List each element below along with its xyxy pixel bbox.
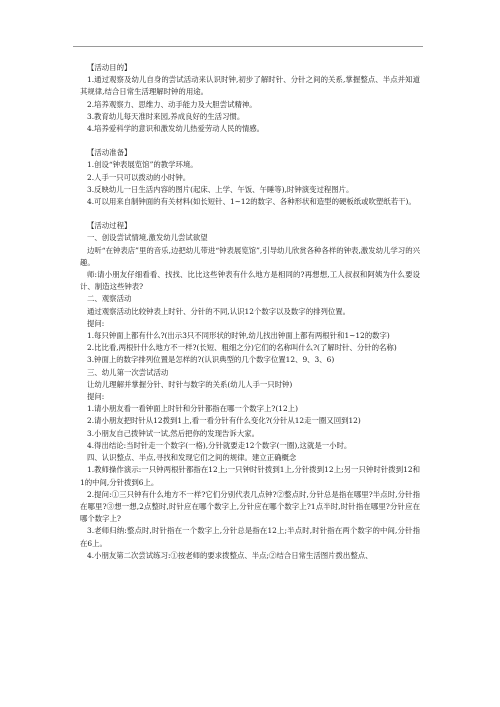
- preparation-line-1: 1.创设“钟表展览馆”的教学环境。: [87, 160, 198, 170]
- process-line-10: 三、幼儿第一次尝试活动: [87, 367, 169, 377]
- process-line-21: 4.小朋友第二次尝试练习:①按老师的要求拨整点、半点;②结合日常生活图片拨出整点、: [87, 550, 373, 560]
- process-line-12: 提问:: [87, 392, 105, 402]
- preparation-line-4: 4.可以用来自制钟面的有关材料(如长短针、1~12的数字、各种形状和造型的硬板纸或吹塑纸若干)。: [87, 197, 416, 207]
- process-line-19: 2.提问:①三只钟有什么地方不一样?它们分别代表几点钟?②整点时,分针总是指在哪里?半点时,分针指在哪里?③想一想,2点整时,时针应在哪个数字上,分针应在哪个数字上?1点半时,时针指在哪里?分针应在哪个数字上?: [80, 489, 420, 524]
- purpose-line-4: 4.培养爱科学的意识和激发幼儿热爱劳动人民的情感。: [87, 124, 265, 134]
- process-line-15: 3.小朋友自己拨钟试一试,然后把你的发现告诉大家。: [87, 428, 259, 438]
- process-line-1: 一、创设尝试情境,激发幼儿尝试欲望: [87, 233, 208, 243]
- process-line-17: 四、认识整点、半点,寻找和发现它们之间的规律。建立正确概念: [87, 453, 297, 463]
- preparation-line-3: 3.反映幼儿一日生活内容的图片(起床、上学、午饭、午睡等),时钟演变过程图片。: [87, 184, 354, 194]
- process-line-5: 通过观察活动比较钟表上时针、分针的不同,认识12个数字以及数字的排列位置。: [87, 306, 351, 316]
- process-line-16: 4.得出结论:当时针走一个数字(一格),分针就要走12个数字(一圈),这就是一小时。: [87, 440, 352, 450]
- process-line-3: 师:请小朋友仔细看看、找找、比比这些钟表有什么地方是相同的?再想想,工人叔叔和阿姨为什么要设计、制造这些钟表?: [80, 270, 420, 292]
- process-line-18: 1.教师操作演示:一只钟两根针都指在12上;一只钟时针拨到1上,分针拨到12上;另一只钟时针拨到12和1的中间,分针拨到6上。: [80, 465, 420, 487]
- process-line-9: 3.钟面上的数字排列位置是怎样的?(认识典型的几个数字位置12、9、3、6): [87, 355, 335, 365]
- process-line-8: 2.比比看,两根针什么地方不一样?(长短、粗细之分)它们的名称叫什么?(了解时针、分针的名称): [87, 343, 397, 353]
- header-rule: [73, 46, 423, 47]
- purpose-line-1: 1.通过观察及幼儿自身的尝试活动来认识时钟,初步了解时针、分针之间的关系,掌握整点、半点并知道其规律,结合日常生活理解时钟的用途。: [80, 75, 420, 97]
- purpose-line-2: 2.培养观察力、思维力、动手能力及大胆尝试精神。: [87, 99, 257, 109]
- process-line-14: 2.请小朋友把时针从12拨到1上,看一看分针有什么变化?(分针从12走一圈又回到12): [87, 416, 361, 426]
- section-heading-purpose: 【活动目的】: [87, 63, 132, 72]
- process-line-13: 1.请小朋友看一看钟面上时针和分针都指在哪一个数字上?(12上): [87, 404, 298, 414]
- document-body: [80, 62, 420, 562]
- process-line-4: 二、观察活动: [87, 294, 132, 304]
- process-line-2: 边听“在钟表店”里的音乐,边把幼儿带进“钟表展览馆”,引导幼儿欣赏各种各样的钟表,激发幼儿学习的兴趣。: [80, 245, 420, 267]
- process-line-7: 1.每只钟面上都有什么?(出示3只不同形状的时钟,幼儿找出钟面上都有两根针和1~12的数字): [87, 331, 390, 341]
- section-heading-preparation: 【活动准备】: [87, 148, 132, 158]
- process-line-20: 3.老师归纳:整点时,时针指在一个数字上,分针总是指在12上;半点时,时针指在两个数字的中间,分针指在6上。: [80, 526, 420, 548]
- process-line-6: 提问:: [87, 318, 105, 328]
- process-line-11: 让幼儿理解并掌握分针、时针与数字的关系(幼儿人手一只时钟): [87, 379, 293, 389]
- section-heading-process: 【活动过程】: [87, 221, 132, 231]
- purpose-line-3: 3.教育幼儿每天准时来园,养成良好的生活习惯。: [87, 111, 245, 121]
- preparation-line-2: 2.人手一只可以拨动的小时钟。: [87, 172, 191, 182]
